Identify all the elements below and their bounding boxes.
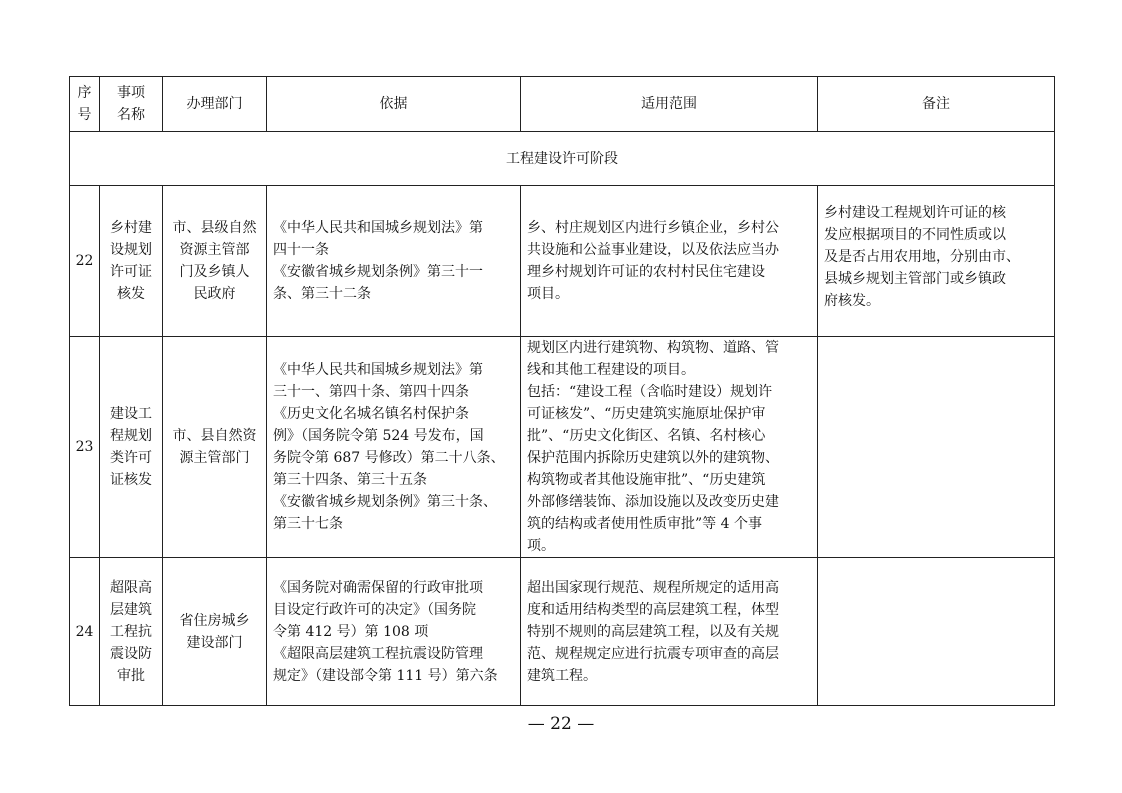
approval-items-table	[69, 76, 1055, 706]
remarks	[818, 558, 1055, 706]
table-row	[70, 186, 1055, 337]
table-row	[70, 337, 1055, 558]
header-dept: 办理部门	[163, 77, 267, 132]
header-scope: 适用范围	[521, 77, 818, 132]
header-no: 序 号	[70, 77, 100, 132]
scope: 规划区内进行建筑物、构筑物、道路、管 线和其他工程建设的项目。 包括：“建设工程（含临时建设）规划许 可证核发”、“历史建筑实施原址保护审 批”、“历史文化街区、名镇、名村核心 保护范围内拆除历史建筑以外的建筑物、 构筑物或者其他设施审批”、“历史建筑 外部修缮装饰、添加设施以及改变历史建 筑的结构或者使用性质审批”等 4 个事 项。	[521, 337, 818, 558]
scope: 乡、村庄规划区内进行乡镇企业，乡村公 共设施和公益事业建设，以及依法应当办 理乡村规划许可证的农村村民住宅建设 项目。	[521, 186, 818, 337]
department: 市、县级自然 资源主管部 门及乡镇人 民政府	[163, 186, 267, 337]
department: 市、县自然资 源主管部门	[163, 337, 267, 558]
page-number: — 22 —	[527, 714, 595, 734]
row-number: 22	[70, 186, 100, 337]
item-name: 建设工 程规划 类许可 证核发	[100, 337, 163, 558]
remarks: 乡村建设工程规划许可证的核 发应根据项目的不同性质或以 及是否占用农用地，分别由市、 县城乡规划主管部门或乡镇政 府核发。	[818, 186, 1055, 337]
legal-basis: 《国务院对确需保留的行政审批项 目设定行政许可的决定》（国务院 令第 412 号）第 108 项 《超限高层建筑工程抗震设防管理 规定》（建设部令第 111 号）第六条	[267, 558, 521, 706]
legal-basis: 《中华人民共和国城乡规划法》第 三十一、第四十条、第四十四条 《历史文化名城名镇名村保护条 例》（国务院令第 524 号发布，国 务院令第 687 号修改）第二十八条、 第三十四条、第三十五条 《安徽省城乡规划条例》第三十条、 第三十七条	[267, 337, 521, 558]
remarks	[818, 337, 1055, 558]
legal-basis: 《中华人民共和国城乡规划法》第 四十一条 《安徽省城乡规划条例》第三十一 条、第三十二条	[267, 186, 521, 337]
table-row	[70, 558, 1055, 706]
stage-row	[70, 132, 1055, 186]
item-name: 超限高 层建筑 工程抗 震设防 审批	[100, 558, 163, 706]
header-basis: 依据	[267, 77, 521, 132]
row-number: 23	[70, 337, 100, 558]
header-name: 事项 名称	[100, 77, 163, 132]
row-number: 24	[70, 558, 100, 706]
header-note: 备注	[818, 77, 1055, 132]
item-name: 乡村建 设规划 许可证 核发	[100, 186, 163, 337]
scope: 超出国家现行规范、规程所规定的适用高 度和适用结构类型的高层建筑工程，体型 特别不规则的高层建筑工程，以及有关规 范、规程规定应进行抗震专项审查的高层 建筑工程。	[521, 558, 818, 706]
stage-title: 工程建设许可阶段	[70, 132, 1055, 186]
table-header-row	[70, 77, 1055, 132]
department: 省住房城乡 建设部门	[163, 558, 267, 706]
